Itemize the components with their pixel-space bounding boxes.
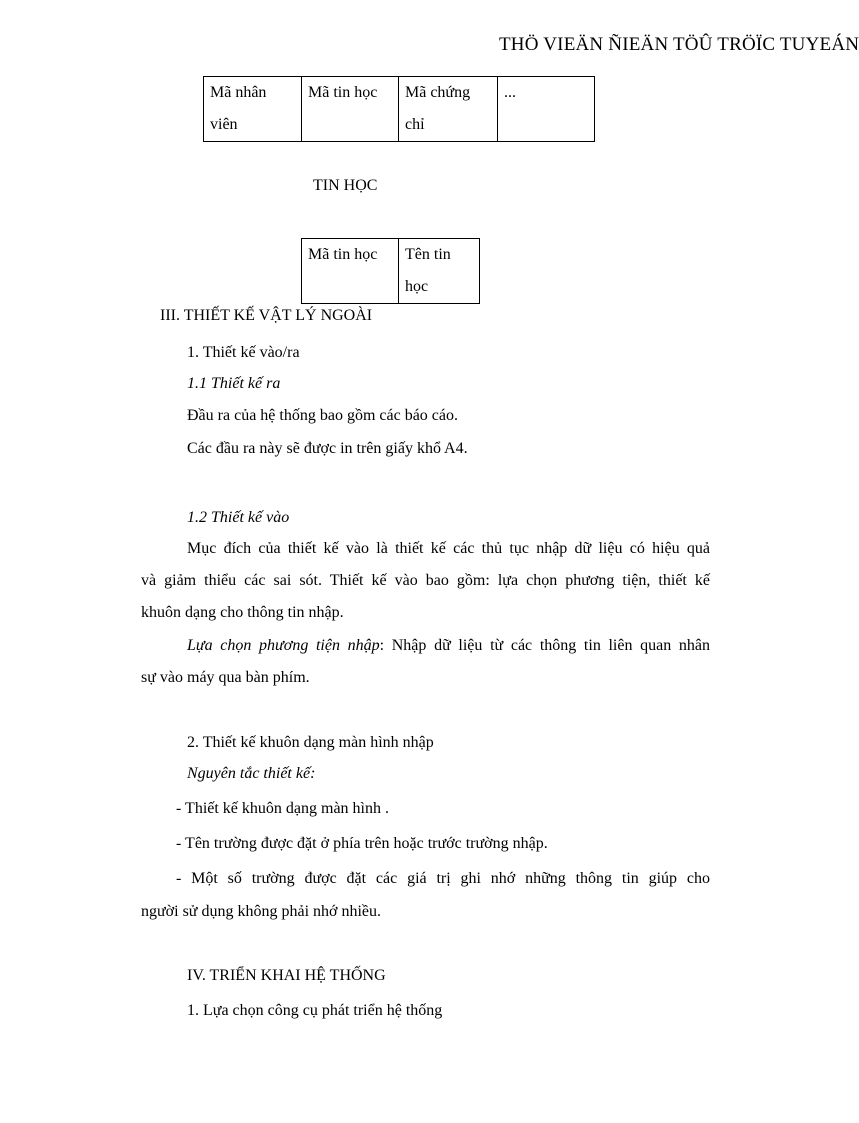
bullet-item: - Tên trường được đặt ở phía trên hoặc trước trường nhập. bbox=[176, 835, 548, 852]
list-item: 2. Thiết kế khuôn dạng màn hình nhập bbox=[187, 734, 434, 751]
paragraph: Đầu ra của hệ thống bao gồm các báo cáo. bbox=[187, 407, 458, 424]
subheading: 1.1 Thiết kế ra bbox=[187, 375, 281, 392]
table-row bbox=[302, 239, 480, 304]
paragraph-line: và giảm thiểu các sai sót. Thiết kế vào bao gồm: lựa chọn phương tiện, thiết kế bbox=[141, 572, 710, 589]
page-header: THÖ VIEÄN ÑIEÄN TÖÛ TRÖÏC TUYEÁN bbox=[499, 34, 859, 55]
section-heading-3: III. THIẾT KẾ VẬT LÝ NGOÀI bbox=[160, 307, 373, 324]
paragraph-line: Mục đích của thiết kế vào là thiết kế các thủ tục nhập dữ liệu có hiệu quả bbox=[187, 540, 710, 557]
table-caption: TIN HỌC bbox=[313, 177, 378, 194]
paragraph-line: người sử dụng không phải nhớ nhiều. bbox=[141, 903, 382, 920]
table-row bbox=[204, 77, 595, 142]
subheading: Nguyên tắc thiết kế: bbox=[187, 765, 316, 782]
bullet-item: - Thiết kế khuôn dạng màn hình . bbox=[176, 800, 389, 817]
bullet-item: - Một số trường được đặt các giá trị ghi nhớ những thông tin giúp cho bbox=[176, 870, 710, 887]
table-nhanvien-tinhoc bbox=[203, 76, 595, 142]
paragraph: Các đầu ra này sẽ được in trên giấy khổ A4. bbox=[187, 440, 468, 457]
table-cell: Mã nhân viên bbox=[204, 77, 302, 142]
section-heading-4: IV. TRIỂN KHAI HỆ THỐNG bbox=[187, 967, 386, 984]
table-cell: Mã tin học bbox=[302, 239, 399, 304]
subheading: 1.2 Thiết kế vào bbox=[187, 509, 290, 526]
list-item: 1. Lựa chọn công cụ phát triển hệ thống bbox=[187, 1002, 443, 1019]
list-item: 1. Thiết kế vào/ra bbox=[187, 344, 300, 361]
paragraph-line bbox=[187, 636, 710, 656]
table-cell: Mã tin học bbox=[302, 77, 399, 142]
emphasis: Lựa chọn phương tiện nhập bbox=[187, 637, 380, 654]
table-tinhoc bbox=[301, 238, 480, 304]
paragraph-line: khuôn dạng cho thông tin nhập. bbox=[141, 604, 344, 621]
text-run: : Nhập dữ liệu từ các thông tin liên quan nhân bbox=[379, 637, 710, 654]
paragraph-line: sự vào máy qua bàn phím. bbox=[141, 669, 310, 686]
table-cell: Mã chứng chỉ bbox=[399, 77, 498, 142]
table-cell: ... bbox=[498, 77, 595, 142]
table-cell: Tên tin học bbox=[399, 239, 480, 304]
